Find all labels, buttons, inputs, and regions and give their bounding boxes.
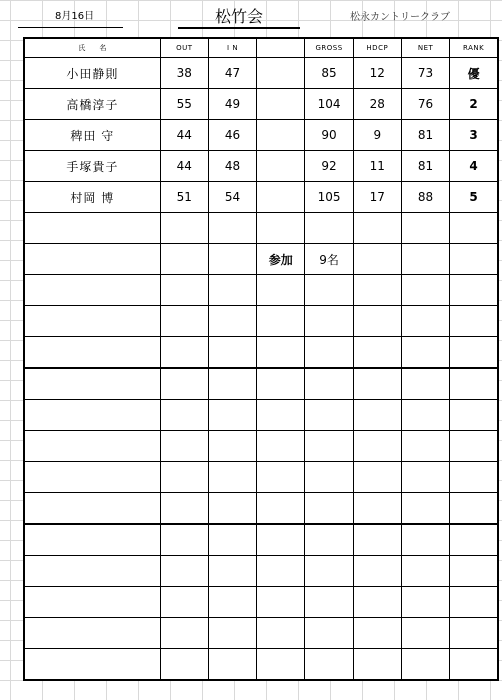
empty-cell bbox=[160, 368, 208, 400]
col-header-gross: GROSS bbox=[305, 38, 353, 58]
empty-cell bbox=[353, 368, 401, 400]
empty-cell bbox=[257, 524, 305, 556]
empty-cell bbox=[305, 337, 353, 369]
empty-cell bbox=[305, 618, 353, 649]
empty-cell bbox=[24, 213, 160, 244]
empty-cell bbox=[353, 244, 401, 275]
player-row bbox=[24, 120, 498, 151]
empty-cell bbox=[160, 337, 208, 369]
empty-cell bbox=[353, 618, 401, 649]
player-net: 81 bbox=[401, 151, 449, 182]
player-rank: 3 bbox=[450, 120, 498, 151]
empty-cell bbox=[401, 431, 449, 462]
empty-cell bbox=[401, 213, 449, 244]
empty-cell bbox=[305, 587, 353, 618]
player-name: 小田静則 bbox=[24, 58, 160, 89]
empty-cell bbox=[257, 431, 305, 462]
empty-cell bbox=[450, 462, 498, 493]
empty-cell bbox=[305, 400, 353, 431]
player-rank: 2 bbox=[450, 89, 498, 120]
player-gross: 90 bbox=[305, 120, 353, 151]
empty-cell bbox=[257, 587, 305, 618]
date-underline bbox=[18, 27, 123, 28]
empty-cell bbox=[208, 649, 256, 681]
empty-cell bbox=[257, 368, 305, 400]
empty-cell bbox=[401, 618, 449, 649]
empty-cell bbox=[257, 337, 305, 369]
empty-cell bbox=[450, 431, 498, 462]
empty-cell bbox=[208, 462, 256, 493]
empty-cell bbox=[208, 618, 256, 649]
title-underline bbox=[178, 27, 300, 29]
empty-cell bbox=[450, 493, 498, 525]
player-in: 49 bbox=[208, 89, 256, 120]
empty-cell bbox=[305, 368, 353, 400]
player-hdcp: 17 bbox=[353, 182, 401, 213]
empty-cell bbox=[401, 462, 449, 493]
empty-row bbox=[24, 524, 498, 556]
player-name: 稗田 守 bbox=[24, 120, 160, 151]
empty-cell bbox=[24, 431, 160, 462]
empty-cell bbox=[401, 244, 449, 275]
player-hdcp: 28 bbox=[353, 89, 401, 120]
empty-row bbox=[24, 213, 498, 244]
empty-cell bbox=[208, 213, 256, 244]
empty-cell bbox=[257, 213, 305, 244]
empty-cell bbox=[353, 493, 401, 525]
empty-cell bbox=[450, 649, 498, 681]
empty-cell bbox=[257, 618, 305, 649]
player-rank: 4 bbox=[450, 151, 498, 182]
player-net: 88 bbox=[401, 182, 449, 213]
empty-row bbox=[24, 431, 498, 462]
score-table bbox=[23, 37, 499, 681]
col-header-out: OUT bbox=[160, 38, 208, 58]
empty-cell bbox=[353, 556, 401, 587]
empty-cell bbox=[208, 493, 256, 525]
empty-cell bbox=[24, 556, 160, 587]
empty-cell bbox=[24, 462, 160, 493]
empty-cell bbox=[401, 275, 449, 306]
empty-cell bbox=[401, 400, 449, 431]
empty-row bbox=[24, 618, 498, 649]
empty-cell bbox=[160, 213, 208, 244]
empty-cell bbox=[24, 649, 160, 681]
empty-cell bbox=[208, 244, 256, 275]
empty-cell bbox=[208, 337, 256, 369]
player-row bbox=[24, 151, 498, 182]
player-in: 46 bbox=[208, 120, 256, 151]
empty-row bbox=[24, 337, 498, 369]
col-header-in: I N bbox=[208, 38, 256, 58]
empty-row bbox=[24, 556, 498, 587]
player-in: 48 bbox=[208, 151, 256, 182]
empty-row bbox=[24, 587, 498, 618]
empty-cell bbox=[160, 524, 208, 556]
player-gross: 105 bbox=[305, 182, 353, 213]
col-header-name: 氏名 bbox=[24, 38, 160, 58]
player-net: 76 bbox=[401, 89, 449, 120]
empty-cell bbox=[450, 400, 498, 431]
empty-cell bbox=[257, 649, 305, 681]
empty-cell bbox=[160, 618, 208, 649]
player-row bbox=[24, 89, 498, 120]
col-header-hdcp: HDCP bbox=[353, 38, 401, 58]
empty-cell bbox=[160, 306, 208, 337]
empty-cell bbox=[353, 524, 401, 556]
empty-cell bbox=[24, 306, 160, 337]
col-header-rank: RANK bbox=[450, 38, 498, 58]
player-hdcp: 9 bbox=[353, 120, 401, 151]
event-title: 松竹会 bbox=[214, 7, 263, 26]
participation-row bbox=[24, 244, 498, 275]
empty-cell bbox=[305, 213, 353, 244]
empty-cell bbox=[401, 368, 449, 400]
empty-cell bbox=[160, 493, 208, 525]
player-row bbox=[24, 58, 498, 89]
empty-cell bbox=[401, 493, 449, 525]
empty-cell bbox=[160, 275, 208, 306]
club-name: 松永カントリークラブ bbox=[350, 12, 450, 23]
empty-cell bbox=[305, 275, 353, 306]
player-name: 手塚貴子 bbox=[24, 151, 160, 182]
player-name: 高橋淳子 bbox=[24, 89, 160, 120]
empty-cell bbox=[208, 556, 256, 587]
empty-cell bbox=[305, 462, 353, 493]
empty-row bbox=[24, 493, 498, 525]
player-rank: 優 bbox=[450, 58, 498, 89]
empty-row bbox=[24, 400, 498, 431]
participation-count: 9名 bbox=[305, 244, 353, 275]
empty-cell bbox=[450, 618, 498, 649]
empty-cell bbox=[353, 306, 401, 337]
player-name: 村岡 博 bbox=[24, 182, 160, 213]
blank-cell bbox=[257, 120, 305, 151]
col-header-net: NET bbox=[401, 38, 449, 58]
blank-cell bbox=[257, 151, 305, 182]
empty-cell bbox=[24, 400, 160, 431]
empty-cell bbox=[305, 649, 353, 681]
empty-cell bbox=[353, 213, 401, 244]
player-out: 38 bbox=[160, 58, 208, 89]
empty-cell bbox=[353, 649, 401, 681]
empty-cell bbox=[208, 431, 256, 462]
empty-cell bbox=[208, 587, 256, 618]
player-hdcp: 11 bbox=[353, 151, 401, 182]
empty-cell bbox=[353, 400, 401, 431]
player-gross: 92 bbox=[305, 151, 353, 182]
empty-cell bbox=[305, 493, 353, 525]
empty-cell bbox=[401, 556, 449, 587]
empty-cell bbox=[257, 275, 305, 306]
blank-cell bbox=[257, 89, 305, 120]
empty-cell bbox=[208, 275, 256, 306]
empty-cell bbox=[24, 618, 160, 649]
empty-cell bbox=[353, 337, 401, 369]
empty-row bbox=[24, 275, 498, 306]
empty-row bbox=[24, 649, 498, 681]
player-row bbox=[24, 182, 498, 213]
blank-cell bbox=[257, 182, 305, 213]
header-row bbox=[24, 38, 498, 58]
player-net: 81 bbox=[401, 120, 449, 151]
player-rank: 5 bbox=[450, 182, 498, 213]
empty-cell bbox=[353, 275, 401, 306]
empty-cell bbox=[401, 306, 449, 337]
empty-cell bbox=[160, 431, 208, 462]
empty-cell bbox=[24, 493, 160, 525]
event-date: 8月16日 bbox=[55, 11, 95, 22]
empty-cell bbox=[353, 431, 401, 462]
empty-cell bbox=[257, 556, 305, 587]
empty-cell bbox=[450, 244, 498, 275]
empty-cell bbox=[160, 462, 208, 493]
empty-cell bbox=[401, 337, 449, 369]
empty-cell bbox=[450, 368, 498, 400]
participation-label: 参加 bbox=[257, 244, 305, 275]
empty-cell bbox=[24, 337, 160, 369]
blank-cell bbox=[257, 58, 305, 89]
player-out: 55 bbox=[160, 89, 208, 120]
empty-cell bbox=[24, 524, 160, 556]
empty-cell bbox=[401, 524, 449, 556]
player-gross: 85 bbox=[305, 58, 353, 89]
empty-cell bbox=[305, 556, 353, 587]
player-hdcp: 12 bbox=[353, 58, 401, 89]
empty-cell bbox=[305, 524, 353, 556]
empty-cell bbox=[160, 649, 208, 681]
empty-cell bbox=[450, 587, 498, 618]
player-out: 44 bbox=[160, 120, 208, 151]
empty-cell bbox=[450, 524, 498, 556]
empty-cell bbox=[450, 337, 498, 369]
empty-cell bbox=[305, 306, 353, 337]
player-gross: 104 bbox=[305, 89, 353, 120]
empty-cell bbox=[24, 587, 160, 618]
empty-cell bbox=[257, 493, 305, 525]
empty-cell bbox=[401, 587, 449, 618]
empty-cell bbox=[450, 306, 498, 337]
empty-cell bbox=[160, 556, 208, 587]
player-in: 47 bbox=[208, 58, 256, 89]
empty-cell bbox=[160, 244, 208, 275]
empty-cell bbox=[160, 400, 208, 431]
empty-cell bbox=[24, 244, 160, 275]
empty-cell bbox=[208, 368, 256, 400]
empty-row bbox=[24, 462, 498, 493]
empty-cell bbox=[353, 462, 401, 493]
player-out: 44 bbox=[160, 151, 208, 182]
empty-cell bbox=[24, 275, 160, 306]
empty-cell bbox=[257, 462, 305, 493]
player-out: 51 bbox=[160, 182, 208, 213]
player-net: 73 bbox=[401, 58, 449, 89]
empty-cell bbox=[257, 306, 305, 337]
empty-cell bbox=[208, 306, 256, 337]
empty-cell bbox=[401, 649, 449, 681]
empty-row bbox=[24, 306, 498, 337]
empty-cell bbox=[208, 524, 256, 556]
empty-row bbox=[24, 368, 498, 400]
empty-cell bbox=[353, 587, 401, 618]
empty-cell bbox=[208, 400, 256, 431]
empty-cell bbox=[450, 275, 498, 306]
empty-cell bbox=[24, 368, 160, 400]
empty-cell bbox=[257, 400, 305, 431]
empty-cell bbox=[305, 431, 353, 462]
col-header-blank bbox=[257, 38, 305, 58]
empty-cell bbox=[160, 587, 208, 618]
player-in: 54 bbox=[208, 182, 256, 213]
empty-cell bbox=[450, 213, 498, 244]
empty-cell bbox=[450, 556, 498, 587]
